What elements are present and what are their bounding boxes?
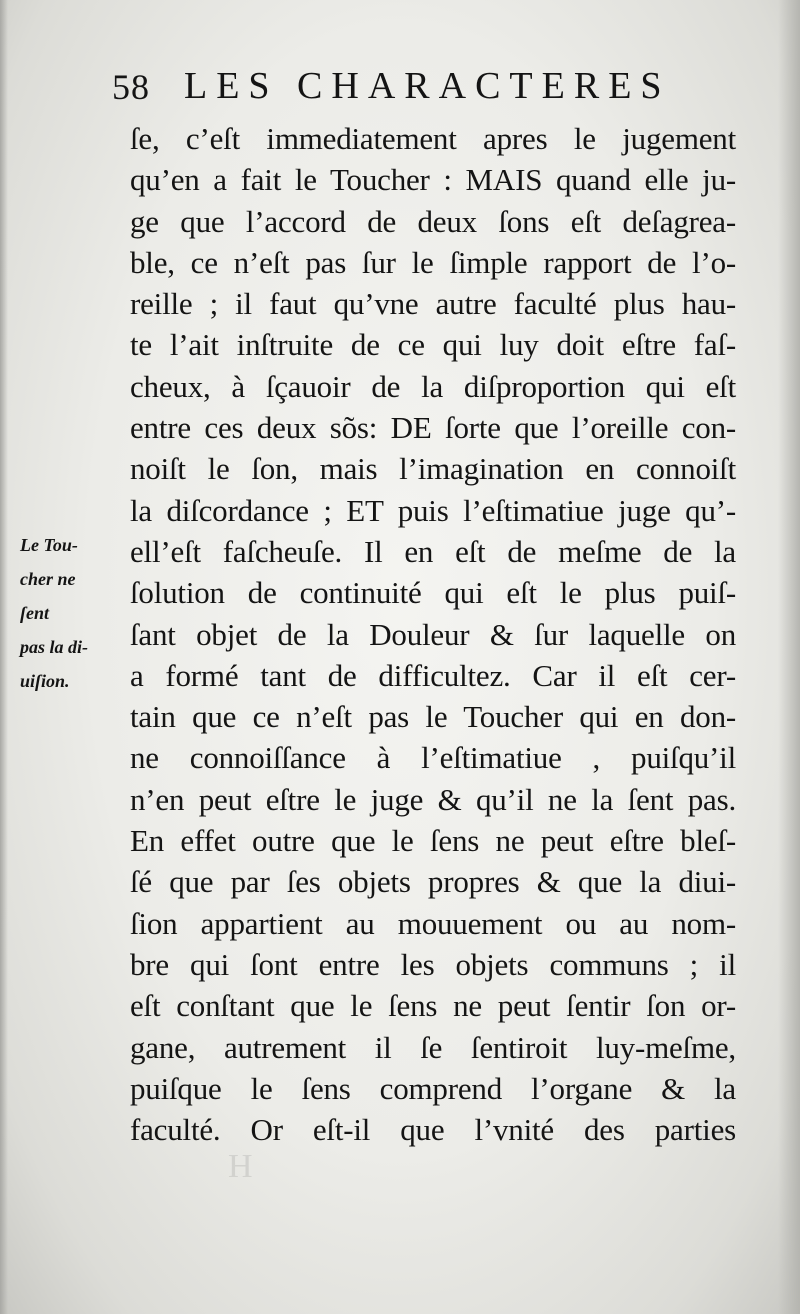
text-line: bre qui ſont entre les objets communs ; il bbox=[130, 946, 736, 982]
text-line: reille ; il faut qu’vne autre faculté plus hau- bbox=[130, 286, 736, 322]
text-line: cheux, à ſçauoir de la diſproportion qui eſt bbox=[130, 368, 736, 404]
body-text bbox=[130, 118, 736, 1150]
margin-note bbox=[20, 528, 130, 698]
page-number: 58 bbox=[112, 67, 150, 107]
text-line: entre ces deux sõs: DE ſorte que l’oreille con- bbox=[130, 410, 736, 446]
text-line: ſion appartient au mouuement ou au nom- bbox=[130, 905, 736, 941]
text-line: ſe, c’eſt immediatement apres le jugement bbox=[130, 121, 736, 156]
text-line: ne connoiſſance à l’eſtimatiue , puiſqu’il bbox=[130, 740, 736, 776]
margin-note-line: pas la di- bbox=[20, 637, 89, 657]
text-line: En effet outre que le ſens ne peut eſtre bleſ- bbox=[130, 823, 736, 859]
text-line: n’en peut eſtre le juge & qu’il ne la ſent pas. bbox=[130, 781, 736, 817]
text-line: puiſque le ſens comprend l’organe & la bbox=[130, 1070, 736, 1106]
text-line: ge que l’accord de deux ſons eſt deſagrea- bbox=[130, 203, 736, 239]
signature-mark: H bbox=[228, 1148, 253, 1185]
text-line: ſant objet de la Douleur & ſur laquelle on bbox=[130, 616, 736, 652]
text-line: te l’ait inſtruite de ce qui luy doit eſtre faſ- bbox=[130, 327, 736, 363]
text-line: gane, autrement il ſe ſentiroit luy-meſme, bbox=[130, 1029, 736, 1065]
running-title: LES CHARACTERES bbox=[184, 65, 671, 107]
text-line: la diſcordance ; ET puis l’eſtimatiue juge qu’- bbox=[130, 492, 736, 528]
text-line: ell’eſt faſcheuſe. Il en eſt de meſme de la bbox=[130, 533, 736, 569]
margin-note-line: Le Tou- bbox=[20, 535, 78, 555]
text-line: a formé tant de difficultez. Car il eſt cer- bbox=[130, 657, 736, 693]
text-line: ble, ce n’eſt pas ſur le ſimple rapport de l’o- bbox=[130, 244, 736, 280]
text-line: noiſt le ſon, mais l’imagination en connoiſt bbox=[130, 451, 736, 487]
text-line: ſé que par ſes objets propres & que la diui- bbox=[130, 864, 736, 900]
text-line: eſt conſtant que le ſens ne peut ſentir ſon or- bbox=[130, 988, 736, 1024]
text-line: qu’en a fait le Toucher : MAIS quand elle ju- bbox=[130, 162, 736, 198]
page-header bbox=[112, 62, 712, 118]
text-line: tain que ce n’eſt pas le Toucher qui en don- bbox=[130, 699, 736, 735]
margin-note-line: cher ne bbox=[20, 569, 76, 589]
text-line: ſolution de continuité qui eſt le plus puiſ- bbox=[130, 575, 736, 611]
margin-note-line: ſent bbox=[20, 603, 49, 623]
margin-note-line: uiſion. bbox=[20, 671, 70, 691]
text-line: faculté. Or eſt-il que l’vnité des parties bbox=[130, 1112, 736, 1148]
